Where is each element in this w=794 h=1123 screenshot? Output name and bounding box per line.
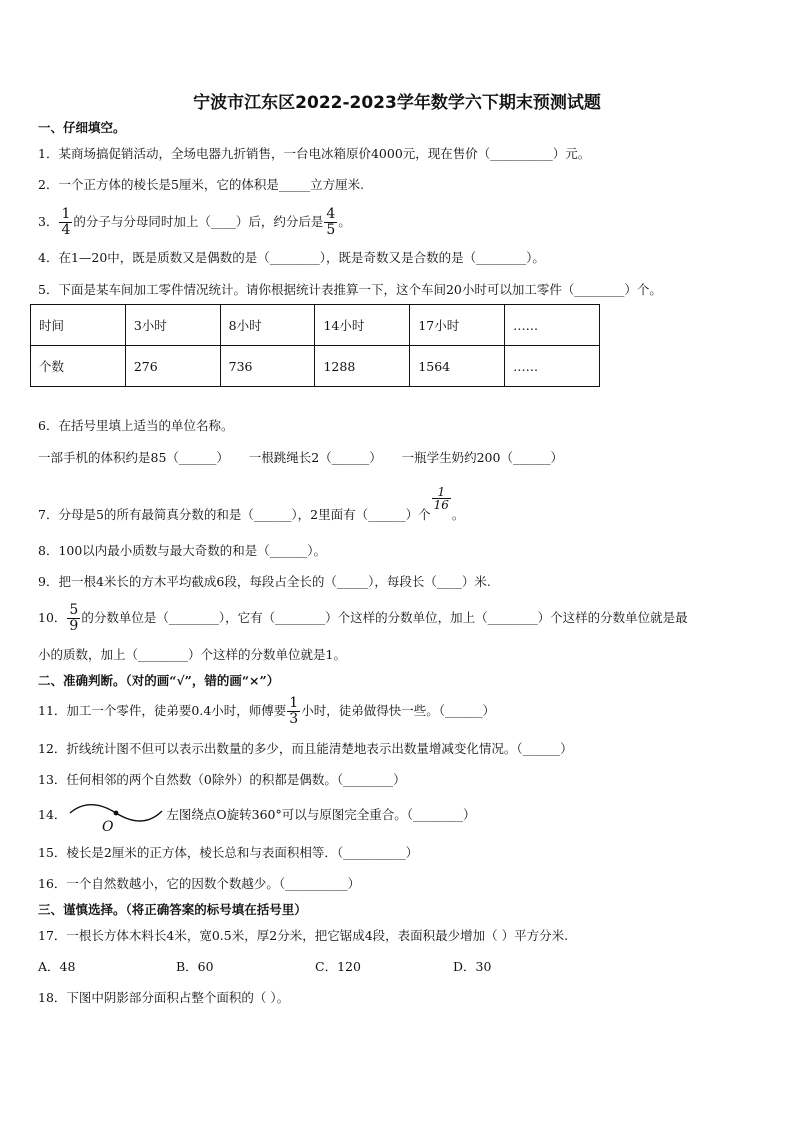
question-7-end: 。	[451, 507, 465, 522]
question-17: 17．一根长方体木料长4米，宽0.5米，厚2分米，把它锯成4段，表面积最少增加（ ）平方分米.	[38, 928, 569, 943]
question-6-items: 一部手机的体积约是85（______） 一根跳绳长2（______） 一瓶学生奶约200（______）	[38, 450, 563, 465]
question-14-number: 14．	[38, 807, 67, 822]
fraction-numerator: 1	[432, 486, 451, 499]
question-14-text: 左图绕点O旋转360°可以与原图完全重合。（________）	[166, 807, 476, 822]
table-cell: 8小时	[220, 305, 315, 346]
question-9: 9．把一根4米长的方木平均截成6段，每段占全长的（_____），每段长（____）米.	[38, 574, 491, 589]
fraction-1-3	[287, 696, 300, 727]
question-3	[38, 207, 351, 238]
fraction-4-5	[324, 207, 337, 238]
question-16: 16．一个自然数越小，它的因数个数越少。（__________）	[38, 876, 361, 891]
section-heading-1: 一、仔细填空。	[38, 120, 126, 135]
question-10-number: 10．	[38, 610, 67, 625]
question-10	[38, 603, 688, 634]
table-cell: 17小时	[410, 305, 505, 346]
fraction-denominator: 5	[326, 222, 336, 238]
fraction-numerator: 1	[61, 206, 71, 222]
table-cell: 1288	[315, 346, 410, 387]
curve-figure	[66, 799, 166, 833]
question-7-text: 7．分母是5的所有最简真分数的和是（______），2里面有（______）个	[38, 507, 431, 522]
table-cell: 1564	[410, 346, 505, 387]
table-cell: ……	[505, 346, 600, 387]
question-14	[38, 798, 476, 833]
question-7	[38, 486, 464, 533]
question-3-number: 3．	[38, 214, 59, 229]
fraction-1-4	[59, 207, 72, 238]
fraction-denominator: 3	[289, 711, 299, 727]
question-3-text: 的分子与分母同时加上（____）后，约分后是	[73, 214, 324, 229]
fraction-numerator: 4	[326, 206, 336, 222]
question-12: 12．折线统计图不但可以表示出数量的多少，而且能清楚地表示出数量增减变化情况。（______）	[38, 741, 573, 756]
fraction-denominator: 4	[61, 222, 71, 238]
question-3-end: 。	[338, 214, 351, 229]
fraction-1-16	[432, 486, 451, 511]
fraction-numerator: 1	[289, 695, 299, 711]
question-11-text-end: 小时，徒弟做得快一些。（______）	[301, 703, 495, 718]
section-heading-3: 三、谨慎选择。（将正确答案的标号填在括号里）	[38, 902, 307, 917]
question-18: 18．下图中阴影部分面积占整个面积的（ ）。	[38, 990, 290, 1005]
question-5: 5．下面是某车间加工零件情况统计。请你根据统计表推算一下，这个车间20小时可以加工零件（________）个。	[38, 282, 662, 297]
section-heading-2: 二、准确判断。（对的画“√”，错的画“×”）	[38, 673, 280, 688]
question-8: 8．100以内最小质数与最大奇数的和是（______）。	[38, 543, 327, 558]
table-row	[31, 346, 600, 387]
question-13: 13．任何相邻的两个自然数（0除外）的积都是偶数。（________）	[38, 772, 406, 787]
table-cell: 个数	[31, 346, 126, 387]
table-cell: 276	[125, 346, 220, 387]
table-cell: 时间	[31, 305, 126, 346]
option-c: C．120	[315, 959, 361, 974]
option-a: A．48	[38, 959, 76, 974]
statistics-table	[30, 304, 600, 387]
option-d: D．30	[453, 959, 492, 974]
fraction-5-9	[67, 603, 80, 634]
question-15: 15．棱长是2厘米的正方体，棱长总和与表面积相等．（__________）	[38, 845, 419, 860]
question-6: 6．在括号里填上适当的单位名称。	[38, 418, 234, 433]
option-b: B．60	[176, 959, 214, 974]
point-o-label: O	[102, 818, 114, 833]
question-10-text: 的分数单位是（________），它有（________）个这样的分数单位，加上（________）个这样的分数单位就是最	[81, 610, 688, 625]
question-2: 2．一个正方体的棱长是5厘米，它的体积是_____立方厘米.	[38, 177, 365, 192]
table-cell: 14小时	[315, 305, 410, 346]
page-title: 宁波市江东区2022-2023学年数学六下期末预测试题	[193, 93, 601, 113]
fraction-numerator: 5	[69, 602, 79, 618]
question-11-text: 11．加工一个零件，徒弟要0.4小时，师傅要	[38, 703, 287, 718]
fraction-denominator: 9	[69, 618, 79, 634]
table-cell: 3小时	[125, 305, 220, 346]
table-cell: ……	[505, 305, 600, 346]
question-11	[38, 694, 495, 728]
table-cell: 736	[220, 346, 315, 387]
question-4: 4．在1—20中，既是质数又是偶数的是（________），既是奇数又是合数的是（________）。	[38, 250, 545, 265]
table-row	[31, 305, 600, 346]
question-10-continued: 小的质数，加上（________）个这样的分数单位就是1。	[38, 647, 346, 662]
question-1: 1．某商场搞促销活动，全场电器九折销售，一台电冰箱原价4000元，现在售价（__________）元。	[38, 146, 591, 161]
fraction-denominator: 16	[433, 498, 449, 512]
